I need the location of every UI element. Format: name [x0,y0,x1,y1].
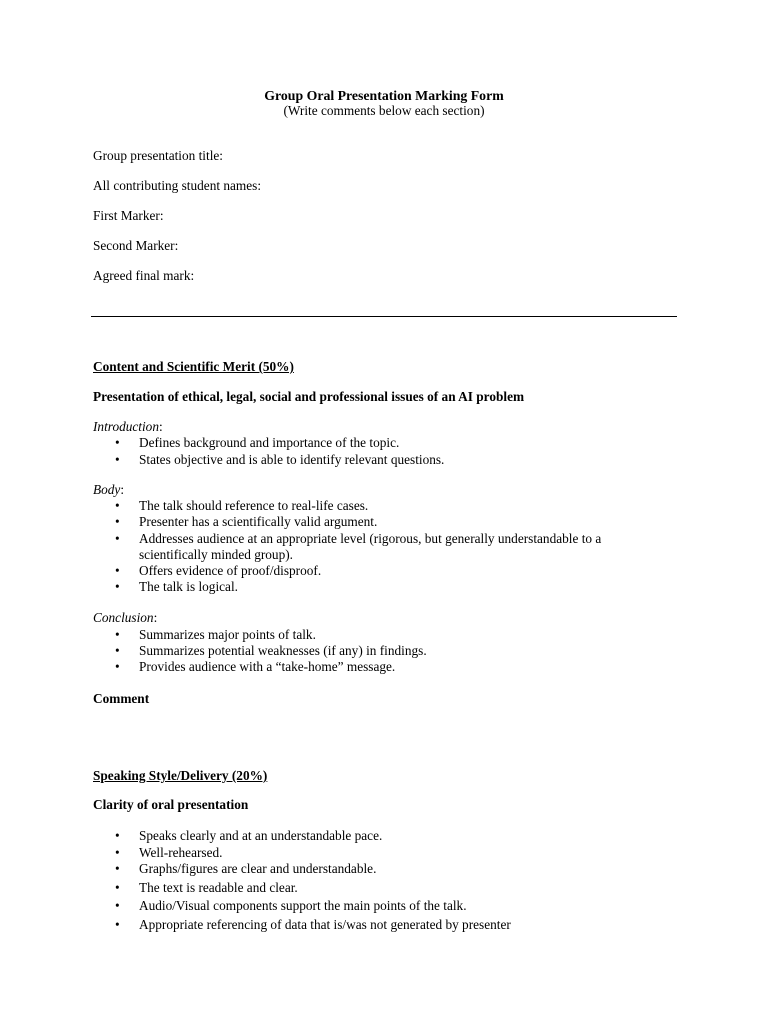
list-item-text: States objective and is able to identify relevant questions. [139,452,445,467]
form-subtitle: (Write comments below each section) [283,103,485,118]
bullet-icon: • [115,579,120,594]
field-second-marker: Second Marker: [93,238,179,253]
comment-label: Comment [93,691,150,706]
bullet-icon: • [115,845,120,860]
field-agreed-final-mark: Agreed final mark: [93,268,195,283]
list-item-text: Provides audience with a “take-home” message. [139,659,396,674]
list-item-text: Presenter has a scientifically valid argument. [139,514,378,529]
bullet-icon: • [115,659,120,674]
bullet-icon: • [115,531,120,546]
bullet-icon: • [115,880,120,895]
content-section-subheading: Presentation of ethical, legal, social and professional issues of an AI problem [93,389,525,404]
list-item-text: Audio/Visual components support the main points of the talk. [139,898,467,913]
field-student-names: All contributing student names: [93,178,262,193]
field-group-presentation-title: Group presentation title: [93,148,223,163]
list-item-text: Well-rehearsed. [139,845,223,860]
list-item-text: Summarizes major points of talk. [139,627,316,642]
bullet-icon: • [115,452,120,467]
list-item-text: Offers evidence of proof/disproof. [139,563,322,578]
body-label: Body: [93,482,125,497]
list-item-text: Summarizes potential weaknesses (if any) in findings. [139,643,427,658]
bullet-icon: • [115,498,120,513]
list-item-text: Addresses audience at an appropriate level (rigorous, but generally understandable to a scientifically minded group). [139,531,602,562]
content-section-heading: Content and Scientific Merit (50%) [93,359,294,374]
list-item-text: Speaks clearly and at an understandable pace. [139,828,383,843]
list-item-text: Graphs/figures are clear and understandable. [139,861,377,876]
bullet-icon: • [115,861,120,876]
bullet-icon: • [115,514,120,529]
bullet-icon: • [115,828,120,843]
bullet-icon: • [115,917,120,932]
horizontal-divider [91,316,677,317]
list-item-text: The text is readable and clear. [139,880,298,895]
conclusion-label: Conclusion: [93,610,158,625]
list-item-text: Defines background and importance of the topic. [139,435,400,450]
list-item-text: The talk should reference to real-life cases. [139,498,369,513]
speaking-section-subheading: Clarity of oral presentation [93,797,249,812]
bullet-icon: • [115,627,120,642]
bullet-icon: • [115,643,120,658]
list-item-text: Appropriate referencing of data that is/was not generated by presenter [139,917,511,932]
bullet-icon: • [115,435,120,450]
list-item-text: The talk is logical. [139,579,238,594]
speaking-section-heading: Speaking Style/Delivery (20%) [93,768,268,783]
bullet-icon: • [115,898,120,913]
introduction-label: Introduction: [93,419,163,434]
form-title: Group Oral Presentation Marking Form [264,88,504,103]
bullet-icon: • [115,563,120,578]
field-first-marker: First Marker: [93,208,164,223]
